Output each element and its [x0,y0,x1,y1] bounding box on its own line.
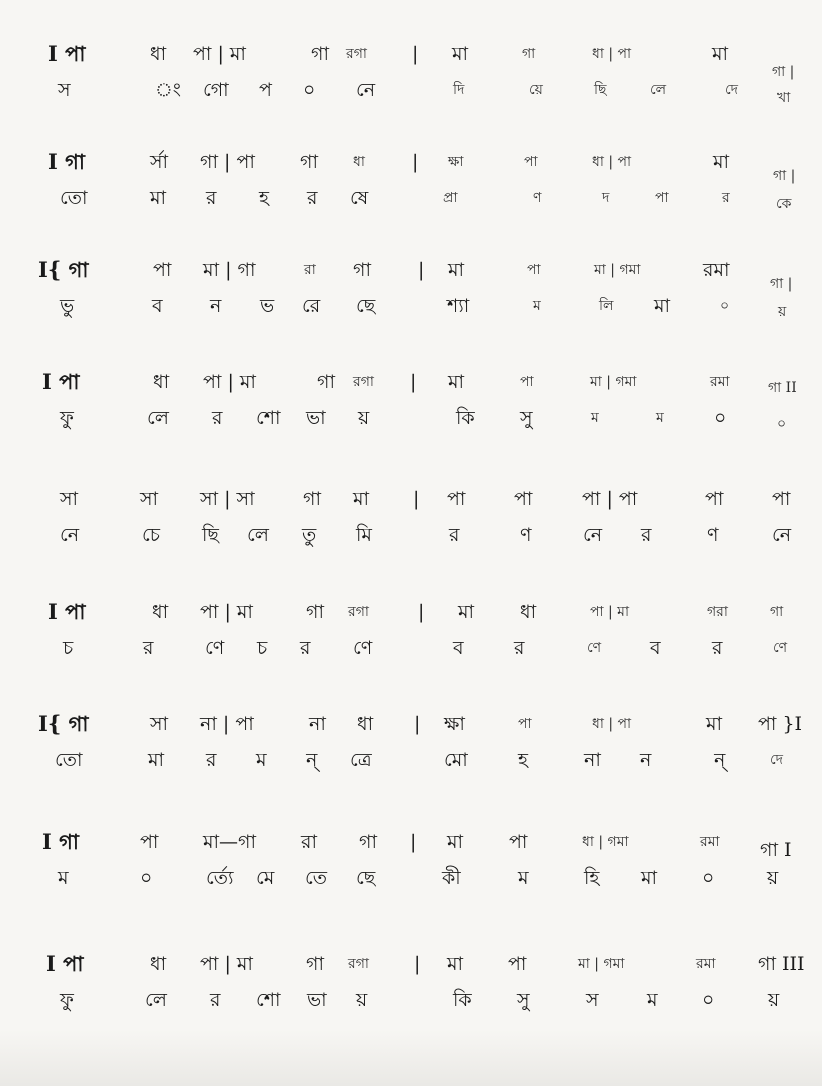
lyric-syllable: দি [453,82,465,98]
lyric-syllable: ন্ [714,749,726,771]
notation-block [0,40,822,130]
lyric-syllable: ণ [707,524,719,546]
note-cell: ক্ষা [448,154,464,170]
swaralipi-row [0,256,822,292]
lyric-syllable: হ [259,187,269,209]
note-cell: ধা | গমা [582,834,629,850]
note-cell: ধা [520,601,537,623]
lyric-syllable: পা [655,190,669,206]
lyric-syllable: সু [517,989,530,1011]
lyric-syllable: কী [442,867,461,889]
note-cell: পা [705,488,724,510]
note-cell: ধা | পা [592,154,632,170]
note-cell: মা | গমা [590,374,637,390]
note-cell: পা [153,259,172,281]
lyric-syllable: ভু [60,295,75,317]
lyric-syllable: য় [356,989,368,1011]
lyric-syllable: মি [356,524,372,546]
lyric-syllable: ভা [307,989,327,1011]
swaralipi-row [0,368,822,398]
lyric-row [0,746,822,776]
lyric-syllable: মা [654,295,671,317]
note-cell: গা | পা [200,151,255,173]
lyric-syllable: য় [768,989,780,1011]
note-cell: গা II [768,380,797,396]
note-cell: পা [527,262,541,278]
note-cell: রা [304,262,316,278]
note-cell: পা [508,953,527,975]
note-cell: I পা [42,369,80,394]
lyric-syllable: ব [453,637,464,659]
lyric-syllable: ছে [356,867,376,889]
note-cell: গা [300,151,318,173]
lyric-syllable: ত্রে [350,749,372,771]
lyric-syllable: ব [152,295,163,317]
lyric-syllable: তে [305,867,327,889]
notation-block [0,256,822,346]
note-cell: মা [452,43,469,65]
notation-block [0,485,822,575]
lyric-syllable: হ [518,749,528,771]
note-cell: মা | গমা [578,956,625,972]
note-cell: গা I [760,839,792,861]
note-cell: মা | গা [203,259,256,281]
lyric-syllable: ন্ [306,749,318,771]
note-cell: গা | [772,64,795,80]
note-cell: রগা [348,956,369,972]
page-bottom-shadow [0,1030,822,1086]
lyric-syllable: ভা [306,407,326,429]
notation-block [0,368,822,458]
swaralipi-row [0,710,822,740]
note-cell: রগা [346,46,367,62]
lyric-syllable: ণে [773,640,788,656]
notation-block [0,148,822,238]
note-cell: না [309,713,326,735]
note-cell: I{ গা [38,711,89,736]
note-cell: গা | [773,168,796,184]
note-cell: গা [522,46,536,62]
note-cell: পা [509,831,528,853]
note-cell: মা [448,259,465,281]
notation-block [0,710,822,800]
swaralipi-row [0,485,822,515]
note-cell: গা III [758,953,805,975]
note-cell: পা | মা [200,953,253,975]
note-cell: ক্ষা [444,713,465,735]
lyric-syllable: র [449,524,460,546]
lyric-syllable: প [259,79,272,101]
note-cell: ধা | পা [592,46,632,62]
lyric-syllable: মো [444,749,468,771]
lyric-row [0,184,822,214]
note-cell: পা }I [758,713,803,735]
lyric-syllable: র [514,637,525,659]
note-cell: গা [306,601,324,623]
lyric-syllable: স [586,989,599,1011]
lyric-syllable: দে [770,752,784,768]
lyric-syllable: নে [356,79,376,101]
lyric-syllable: দে [725,82,739,98]
lyric-syllable: ০ [303,79,316,101]
lyric-syllable: র্ত্যে [206,867,234,889]
note-cell: মা | গমা [594,262,641,278]
lyric-syllable: য় [358,407,370,429]
note-cell: পা [140,831,159,853]
note-cell: ধা [153,371,170,393]
note-cell: পা [772,488,791,510]
bar-divider: | [413,488,420,510]
note-cell: পা [514,488,533,510]
lyric-syllable: মা [150,187,167,209]
lyric-syllable: তো [55,749,83,771]
lyric-syllable: চ [257,637,268,659]
lyric-syllable: চ [63,637,74,659]
lyric-syllable: সু [520,407,533,429]
lyric-syllable: ফু [60,407,74,429]
bar-divider: | [412,43,419,65]
lyric-syllable: র [641,524,652,546]
lyric-syllable: ছি [202,524,219,546]
note-cell: মা [447,953,464,975]
bar-divider: | [414,713,421,735]
bar-divider: | [410,371,417,393]
lyric-syllable: র [712,637,723,659]
note-cell: সা [150,713,169,735]
lyric-row [0,404,822,434]
note-cell: রা [301,831,317,853]
note-cell: মা [353,488,370,510]
note-cell: মা [706,713,723,735]
lyric-syllable: লে [145,989,167,1011]
lyric-syllable: ম [533,298,541,314]
lyric-syllable: র [206,749,217,771]
note-cell: রমা [696,956,716,972]
lyric-syllable: নে [60,524,80,546]
lyric-row [0,986,822,1016]
lyric-syllable: নে [583,524,603,546]
lyric-syllable: ০ [702,867,715,889]
note-cell: মা—গা [203,831,257,853]
lyric-syllable: ণে [587,640,602,656]
lyric-syllable: য়ে [529,82,543,98]
lyric-syllable: ম [656,410,664,426]
note-cell: গা [317,371,335,393]
note-cell: I গা [48,149,85,174]
lyric-syllable: ং [155,79,181,101]
note-cell: ধা [152,601,169,623]
lyric-syllable: ণ [533,190,542,206]
lyric-syllable: ম [591,410,599,426]
lyric-syllable: মা [148,749,165,771]
note-cell: পা | মা [193,43,246,65]
note-cell: I পা [48,599,86,624]
notation-block [0,950,822,1040]
swaralipi-row [0,148,822,184]
lyric-syllable: ফু [60,989,74,1011]
lyric-syllable: খা [777,90,791,106]
lyric-syllable: লি [599,298,614,314]
lyric-syllable: কি [456,407,475,429]
lyric-syllable: চে [142,524,160,546]
note-cell: সা [140,488,159,510]
lyric-syllable: ০ [702,989,715,1011]
lyric-syllable: ম [58,867,69,889]
lyric-syllable: ০ [714,407,727,429]
note-cell: রগা [348,604,369,620]
lyric-syllable: র [206,187,217,209]
lyric-syllable: র [307,187,318,209]
notation-block [0,828,822,918]
lyric-row [0,76,822,106]
note-cell: পা | মা [203,371,256,393]
lyric-syllable: লে [147,407,169,429]
note-cell: গা [303,488,321,510]
lyric-syllable: র [300,637,311,659]
note-cell: র্সা [150,151,169,173]
lyric-row [0,634,822,664]
lyric-syllable: ছি [594,82,607,98]
lyric-syllable: লে [650,82,667,98]
note-cell: পা [518,716,532,732]
lyric-syllable: তু [302,524,317,546]
note-cell: মা [713,151,730,173]
lyric-syllable: ব [650,637,661,659]
note-cell: পা | মা [200,601,253,623]
bar-divider: | [410,831,417,853]
note-cell: পা | পা [582,488,638,510]
swaralipi-row [0,828,822,861]
swaralipi-row [0,598,822,628]
note-cell: ধা [150,43,167,65]
lyric-syllable: মে [256,867,275,889]
note-cell: রমা [703,259,730,281]
note-cell: মা [448,371,465,393]
bar-divider: | [412,151,419,173]
note-cell: মা [447,831,464,853]
lyric-row [0,521,822,551]
note-cell: ধা [353,154,365,170]
lyric-row [0,864,822,894]
lyric-syllable: ণে [353,637,373,659]
lyric-syllable: ন [640,749,652,771]
note-cell: রমা [700,834,720,850]
note-cell: সা [60,488,79,510]
lyric-syllable: র [722,190,730,206]
lyric-syllable: ০ [720,298,730,314]
lyric-syllable: স [58,79,71,101]
note-cell: সা | সা [200,488,255,510]
lyric-syllable: ম [518,867,529,889]
lyric-syllable: শো [256,407,281,429]
lyric-syllable: নে [772,524,792,546]
lyric-syllable: না [584,749,601,771]
note-cell: পা [524,154,538,170]
lyric-syllable: ভ [260,295,275,317]
note-cell: পা | মা [590,604,630,620]
swaralipi-row [0,40,822,80]
lyric-syllable: ০ [777,416,787,432]
lyric-syllable: তো [60,187,88,209]
note-cell: ধা [357,713,374,735]
lyric-syllable: গো [203,79,229,101]
note-cell: পা [520,374,534,390]
lyric-syllable: ণে [205,637,225,659]
lyric-syllable: লে [247,524,269,546]
note-cell: না | পা [200,713,254,735]
lyric-syllable: শো [256,989,281,1011]
lyric-syllable: কি [453,989,472,1011]
lyric-syllable: রে [302,295,321,317]
note-cell: I পা [48,41,86,66]
lyric-syllable: ম [647,989,658,1011]
note-cell: গা [353,259,371,281]
note-cell: গা [306,953,324,975]
note-cell: I{ গা [38,257,89,282]
lyric-syllable: য় [767,867,779,889]
lyric-syllable: ম [256,749,267,771]
lyric-syllable: ন [210,295,222,317]
notation-block [0,598,822,688]
note-cell: গা [770,604,784,620]
lyric-syllable: প্রা [443,190,458,206]
note-cell: I পা [46,951,84,976]
bar-divider: | [414,953,421,975]
lyric-syllable: মা [641,867,658,889]
lyric-syllable: র [212,407,223,429]
lyric-syllable: ণ [520,524,532,546]
note-cell: গা [359,831,377,853]
lyric-syllable: ০ [140,867,153,889]
lyric-row [0,292,822,322]
note-cell: I গা [42,829,79,854]
note-cell: গা [311,43,329,65]
lyric-syllable: র [210,989,221,1011]
lyric-syllable: দ [602,190,610,206]
lyric-syllable: কে [776,196,792,212]
lyric-syllable: য় [778,304,787,320]
note-cell: গরা [707,604,728,620]
bar-divider: | [418,601,425,623]
note-cell: রগা [353,374,374,390]
note-cell: মা [712,43,729,65]
lyric-syllable: শ্যা [447,295,470,317]
note-cell: গা | [770,276,793,292]
swaralipi-row [0,950,822,980]
note-cell: পা [447,488,466,510]
note-cell: ধা | পা [592,716,632,732]
bar-divider: | [418,259,425,281]
note-cell: ধা [150,953,167,975]
lyric-syllable: হি [584,867,600,889]
lyric-syllable: র [143,637,154,659]
note-cell: রমা [710,374,730,390]
lyric-syllable: ছে [356,295,376,317]
lyric-syllable: ষে [350,187,369,209]
note-cell: মা [458,601,475,623]
